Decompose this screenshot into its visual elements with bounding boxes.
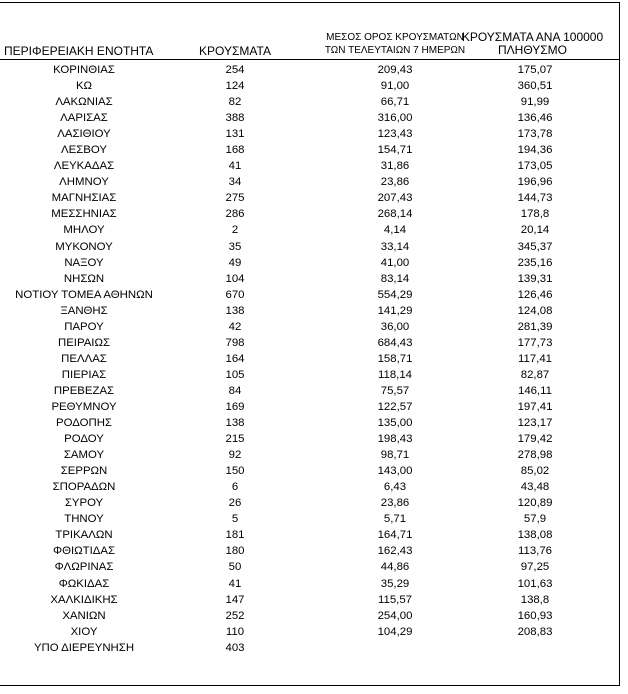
table-row [0, 495, 620, 511]
cases-cell: 181 [225, 529, 245, 542]
cases-cell: 6 [231, 481, 239, 494]
cases-cell: 131 [225, 128, 245, 141]
per-capita-cell: 197,41 [517, 400, 553, 413]
cases-cell: 254 [225, 64, 245, 76]
avg-cell: 122,57 [377, 400, 413, 413]
table-row [0, 190, 620, 206]
table-row [0, 287, 620, 303]
per-capita-cell: 208,83 [517, 625, 553, 638]
avg-cell: 33,14 [380, 240, 410, 253]
table-row [0, 399, 620, 415]
per-capita-cell: 360,51 [517, 80, 553, 93]
table-row [0, 624, 620, 640]
avg-cell: 123,43 [377, 128, 413, 141]
table-row [0, 559, 620, 575]
avg-cell: 118,14 [378, 368, 412, 381]
avg-cell: 83,14 [380, 272, 410, 285]
region-cell: ΣΠΟΡΑΔΩΝ [52, 481, 116, 494]
cases-cell: 180 [225, 545, 245, 558]
per-capita-cell: 123,17 [517, 417, 553, 430]
avg-cell: 198,43 [377, 433, 413, 446]
avg-cell: 35,29 [380, 577, 410, 590]
cases-cell: 164 [225, 352, 245, 365]
table-row [0, 174, 620, 190]
cases-cell: 168 [225, 144, 245, 157]
avg-cell: 104,29 [377, 625, 413, 638]
region-cell: ΣΕΡΡΩΝ [60, 465, 108, 478]
per-capita-cell: 144,73 [517, 192, 553, 205]
region-cell: ΤΡΙΚΑΛΩΝ [55, 529, 113, 542]
cases-cell: 5 [231, 513, 239, 526]
header-per-line1: ΚΡΟΥΣΜΑΤΑ ΑΝΑ 100000 [461, 30, 604, 44]
header-avg-line1: ΜΕΣΟΣ ΟΡΟΣ ΚΡΟΥΣΜΑΤΩΝ [326, 32, 464, 43]
per-capita-cell: 43,48 [520, 481, 550, 494]
table-row [0, 335, 620, 351]
table-row [0, 319, 620, 335]
avg-cell: 23,86 [380, 176, 410, 189]
cases-cell: 215 [225, 433, 245, 446]
per-capita-cell: 97,25 [520, 561, 550, 574]
table-row [0, 463, 620, 479]
cases-cell: 169 [225, 400, 245, 413]
per-capita-cell: 124,08 [517, 304, 553, 317]
per-capita-cell: 178,8 [520, 208, 550, 221]
per-capita-cell: 20,14 [520, 224, 550, 237]
region-cell: ΛΕΣΒΟΥ [61, 144, 107, 157]
table-row [0, 351, 620, 367]
table-row [0, 62, 620, 78]
table-row [0, 158, 620, 174]
region-cell: ΥΠΟ ΔΙΕΡΕΥΝΗΣΗ [33, 641, 135, 654]
region-cell: ΧΑΛΚΙΔΙΚΗΣ [50, 593, 118, 606]
per-capita-cell: 126,46 [517, 288, 553, 301]
header-per-capita [455, 31, 610, 57]
avg-cell: 115,57 [378, 593, 412, 606]
region-cell: ΛΕΥΚΑΔΑΣ [53, 160, 115, 173]
per-capita-cell: 136,46 [517, 112, 553, 125]
avg-cell: 141,29 [377, 304, 413, 317]
per-capita-cell: 173,05 [517, 160, 553, 173]
table-row [0, 255, 620, 271]
table-row [0, 239, 620, 255]
avg-cell: 209,43 [377, 64, 413, 76]
avg-cell: 98,71 [380, 449, 410, 462]
cases-cell: 275 [225, 192, 245, 205]
cases-cell: 34 [228, 176, 242, 189]
avg-cell: 684,43 [377, 336, 413, 349]
table-row [0, 126, 620, 142]
region-cell: ΦΛΩΡΙΝΑΣ [54, 561, 114, 574]
per-capita-cell: 139,31 [517, 272, 553, 285]
header-region [4, 45, 154, 58]
table-row [0, 576, 620, 592]
cases-cell: 2 [231, 224, 239, 237]
region-cell: ΛΗΜΝΟΥ [59, 176, 109, 189]
per-capita-cell: 82,87 [520, 368, 550, 381]
cases-cell: 84 [228, 384, 242, 397]
per-capita-cell: 138,8 [520, 593, 550, 606]
avg-cell: 158,71 [377, 352, 413, 365]
avg-cell: 75,57 [380, 384, 410, 397]
per-capita-cell: 345,37 [517, 240, 553, 253]
avg-cell: 41,00 [380, 256, 410, 269]
region-cell: ΛΑΡΙΣΑΣ [60, 112, 108, 125]
region-cell: ΠΙΕΡΙΑΣ [61, 368, 107, 381]
cases-cell: 49 [228, 256, 242, 269]
region-cell: ΣΥΡΟΥ [64, 497, 104, 510]
avg-cell: 66,71 [380, 96, 410, 109]
avg-cell: 44,86 [380, 561, 410, 574]
cases-cell: 110 [225, 625, 245, 638]
cases-cell: 150 [225, 465, 245, 478]
per-capita-cell: 138,08 [517, 529, 553, 542]
table-row [0, 543, 620, 559]
cases-cell: 388 [225, 112, 245, 125]
region-cell: ΠΕΛΛΑΣ [61, 352, 107, 365]
cases-cell: 105 [225, 368, 245, 381]
table-row [0, 110, 620, 126]
per-capita-cell: 85,02 [520, 465, 550, 478]
table-row [0, 527, 620, 543]
cases-cell: 41 [228, 577, 242, 590]
region-cell: ΧΑΝΙΩΝ [62, 609, 106, 622]
region-cell: ΦΘΙΩΤΙΔΑΣ [53, 545, 115, 558]
avg-cell: 162,43 [377, 545, 413, 558]
cases-cell: 286 [225, 208, 245, 221]
per-capita-cell: 101,63 [517, 577, 553, 590]
avg-cell: 316,00 [377, 112, 413, 125]
cases-cell: 403 [225, 641, 245, 654]
table-row [0, 640, 620, 656]
avg-cell: 23,86 [380, 497, 410, 510]
table-row [0, 608, 620, 624]
per-capita-cell: 194,36 [517, 144, 553, 157]
region-cell: ΛΑΚΩΝΙΑΣ [55, 96, 113, 109]
per-capita-cell: 57,9 [523, 513, 547, 526]
region-cell: ΝΟΤΙΟΥ ΤΟΜΕΑ ΑΘΗΝΩΝ [15, 288, 153, 301]
avg-cell: 36,00 [380, 320, 410, 333]
avg-cell: 31,86 [380, 160, 410, 173]
region-cell: ΣΑΜΟΥ [63, 449, 105, 462]
table-body [0, 62, 620, 656]
region-cell: ΞΑΝΘΗΣ [60, 304, 108, 317]
avg-cell: 154,71 [377, 144, 413, 157]
region-cell: ΝΑΞΟΥ [64, 256, 104, 269]
header-divider [0, 59, 620, 60]
region-cell: ΡΟΔΟΠΗΣ [56, 417, 112, 430]
cases-cell: 670 [225, 288, 245, 301]
cases-cell: 35 [228, 240, 242, 253]
header-per-line2: ΠΛΗΘΥΣΜΟ [497, 43, 568, 57]
table-row [0, 511, 620, 527]
avg-cell: 6,43 [383, 481, 407, 494]
region-cell: ΧΙΟΥ [70, 625, 98, 638]
per-capita-cell: 91,99 [520, 96, 550, 109]
per-capita-cell: 146,11 [518, 384, 552, 397]
table-row [0, 94, 620, 110]
region-cell: ΜΑΓΝΗΣΙΑΣ [51, 192, 117, 205]
avg-cell: 207,43 [377, 192, 413, 205]
per-capita-cell: 281,39 [517, 320, 553, 333]
per-capita-cell: 117,41 [518, 352, 552, 365]
avg-cell: 164,71 [377, 529, 413, 542]
cases-cell: 26 [228, 497, 242, 510]
table-row [0, 479, 620, 495]
avg-cell: 268,14 [377, 208, 413, 221]
region-cell: ΜΥΚΟΝΟΥ [55, 240, 113, 253]
region-cell: ΝΗΣΩΝ [63, 272, 105, 285]
header-region-label: ΠΕΡΙΦΕΡΕΙΑΚΗ ΕΝΟΤΗΤΑ [4, 44, 154, 58]
per-capita-cell: 113,76 [518, 545, 552, 558]
cases-cell: 138 [225, 417, 245, 430]
table-row [0, 367, 620, 383]
region-cell: ΜΕΣΣΗΝΙΑΣ [51, 208, 117, 221]
cases-cell: 798 [225, 336, 245, 349]
per-capita-cell: 120,89 [517, 497, 553, 510]
cases-cell: 50 [228, 561, 242, 574]
table-row [0, 303, 620, 319]
table-row [0, 222, 620, 238]
table-row [0, 431, 620, 447]
region-cell: ΜΗΛΟΥ [63, 224, 105, 237]
cases-cell: 92 [228, 449, 242, 462]
cases-cell: 138 [225, 304, 245, 317]
per-capita-cell: 196,96 [517, 176, 553, 189]
region-cell: ΤΗΝΟΥ [64, 513, 104, 526]
header-cases [190, 45, 280, 58]
table-row [0, 142, 620, 158]
table-row [0, 206, 620, 222]
cases-cell: 252 [225, 609, 245, 622]
region-cell: ΠΕΙΡΑΙΩΣ [57, 336, 111, 349]
per-capita-cell: 278,98 [517, 449, 553, 462]
table-row [0, 271, 620, 287]
cases-cell: 104 [225, 272, 245, 285]
region-cell: ΠΡΕΒΕΖΑΣ [53, 384, 115, 397]
region-cell: ΦΩΚΙΔΑΣ [58, 577, 110, 590]
table-row [0, 447, 620, 463]
avg-cell: 135,00 [377, 417, 413, 430]
per-capita-cell: 160,93 [517, 609, 553, 622]
avg-cell: 5,71 [383, 513, 407, 526]
per-capita-cell: 173,78 [517, 128, 553, 141]
cases-cell: 41 [228, 160, 242, 173]
table-row [0, 78, 620, 94]
region-cell: ΚΟΡΙΝΘΙΑΣ [53, 64, 115, 76]
table-row [0, 383, 620, 399]
header-cases-label: ΚΡΟΥΣΜΑΤΑ [199, 44, 271, 58]
per-capita-cell: 235,16 [517, 256, 553, 269]
cases-cell: 82 [228, 96, 242, 109]
avg-cell: 554,29 [377, 288, 413, 301]
region-cell: ΡΕΘΥΜΝΟΥ [51, 400, 117, 413]
per-capita-cell: 175,07 [517, 64, 553, 76]
avg-cell: 91,00 [380, 80, 410, 93]
avg-cell: 4,14 [383, 224, 407, 237]
region-cell: ΠΑΡΟΥ [64, 320, 104, 333]
avg-cell: 254,00 [377, 609, 413, 622]
table-row [0, 592, 620, 608]
table-row [0, 415, 620, 431]
cases-cell: 124 [225, 80, 245, 93]
region-cell: ΛΑΣΙΘΙΟΥ [57, 128, 111, 141]
per-capita-cell: 179,42 [517, 433, 553, 446]
cases-cell: 42 [228, 320, 242, 333]
region-cell: ΚΩ [75, 80, 93, 93]
avg-cell: 143,00 [377, 465, 413, 478]
per-capita-cell: 177,73 [517, 336, 553, 349]
region-cell: ΡΟΔΟΥ [64, 433, 104, 446]
cases-cell: 147 [225, 593, 245, 606]
header-avg-line2: ΤΩΝ ΤΕΛΕΥΤΑΙΩΝ 7 ΗΜΕΡΩΝ [324, 45, 466, 56]
